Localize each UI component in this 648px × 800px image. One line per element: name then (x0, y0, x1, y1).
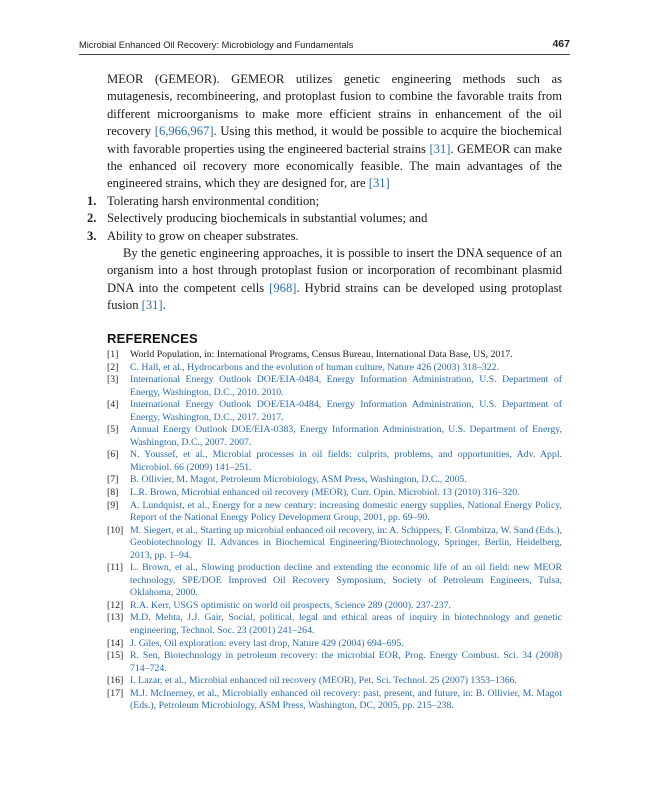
reference-link[interactable]: M.J. McInerney, et al., Microbially enhanced oil recovery: past, present, and future, in: B. Ollivier, M. Magot (Eds.), Petroleum Microbiology, ASM Press, Washington, DC, 2005, pp. 215–238. (130, 687, 562, 712)
reference-number: [4] (107, 399, 119, 411)
reference-number: [16] (107, 675, 124, 687)
reference-link[interactable]: M. Siegert, et al., Starting up microbial enhanced oil recovery, in: A. Schippers, F. Glombitza, W. Sand (Eds.), Geobiotechnology II. Advances in Biochemical Engineering/Biotechnology, Springer, Berlin, Heidelberg, 2013, pp. 1–94. (130, 524, 562, 561)
reference-link[interactable]: M.D. Mehta, J.J. Gair, Social, political, legal and ethical areas of inquiry in biotechnology and genetic engineering, Technol. Soc. 23 (2001) 241–264. (130, 612, 562, 637)
list-text: Selectively producing biochemicals in substantial volumes; and (107, 211, 428, 226)
reference-link[interactable]: R. Sen, Biotechnology in petroleum recovery: the microbial EOR, Prog. Energy Combust. Sci. 34 (2008) 714–724. (130, 650, 562, 674)
reference-item (107, 349, 562, 362)
reference-number: [12] (107, 599, 124, 611)
reference-item (107, 500, 562, 525)
list-number: 1. (87, 193, 97, 208)
reference-item (107, 675, 562, 688)
list-item (87, 193, 562, 210)
citation-link[interactable]: [31] (368, 176, 390, 191)
citation-link[interactable]: [31] (141, 298, 163, 313)
advantages-list (87, 193, 562, 245)
reference-link[interactable]: B. Ollivier, M. Magot, Petroleum Microbiology, ASM Press, Washington, D.C., 2005. (130, 474, 467, 486)
reference-item (107, 688, 562, 713)
page-number: 467 (552, 38, 570, 50)
reference-number: [1] (107, 349, 119, 360)
reference-number: [11] (107, 562, 123, 574)
reference-link[interactable]: International Energy Outlook DOE/EIA-0484, Energy Information Administration, U.S. Department of Energy, Washington, D.C., 2010. 2010. (130, 374, 562, 398)
reference-item (107, 374, 562, 399)
list-text: Ability to grow on cheaper substrates. (107, 228, 299, 243)
running-title: Microbial Enhanced Oil Recovery: Microbiology and Fundamentals (79, 40, 354, 50)
reference-item (107, 487, 562, 500)
reference-item (107, 362, 562, 375)
references-list (107, 349, 562, 713)
citation-link[interactable]: [968] (269, 280, 297, 295)
reference-item (107, 399, 562, 424)
reference-item (107, 638, 562, 651)
reference-item (107, 650, 562, 675)
reference-number: [10] (107, 524, 124, 536)
reference-number: [8] (107, 487, 119, 499)
list-number: 2. (87, 211, 97, 226)
reference-link[interactable]: C. Hall, et al., Hydrocarbons and the evolution of human culture, Nature 426 (2003) 318–322. (130, 361, 499, 373)
reference-link[interactable]: R.A. Kerr, USGS optimistic on world oil prospects, Science 289 (2000). 237-237. (130, 599, 451, 611)
reference-item (107, 562, 562, 600)
reference-item (107, 449, 562, 474)
references-heading: REFERENCES (107, 331, 198, 346)
reference-number: [5] (107, 424, 119, 436)
reference-link[interactable]: Annual Energy Outlook DOE/EIA-0383, Energy Information Administration, U.S. Department of Energy, Washington, D.C., 2007. 2007. (130, 424, 562, 448)
running-header (79, 38, 570, 52)
list-item (87, 228, 562, 245)
reference-link[interactable]: International Energy Outlook DOE/EIA-0484, Energy Information Administration, U.S. Department of Energy, Washington, D.C., 2017. 2017. (130, 399, 562, 423)
reference-number: [7] (107, 474, 119, 486)
reference-number: [2] (107, 361, 119, 373)
reference-number: [17] (107, 687, 124, 699)
reference-link[interactable]: L.R. Brown, Microbial enhanced oil recovery (MEOR), Curr. Opin. Microbiol. 13 (2010) 316–320. (130, 487, 520, 499)
body-text (87, 71, 563, 315)
reference-item (107, 424, 562, 449)
reference-link[interactable]: I. Lazar, et al., Microbial enhanced oil recovery (MEOR), Pet. Sci. Technol. 25 (2007) 1353–1366. (130, 675, 517, 687)
citation-link[interactable]: [6,966,967] (154, 124, 214, 139)
reference-item (107, 600, 562, 613)
paragraph-genetic-engineering: By the genetic engineering approaches, it is possible to insert the DNA sequence of an organism into a host through protoplast fusion or incorporation of recombinant plasmid DNA into the competent cells [968]. Hybrid strains can be developed using protoplast fusion [31]. (107, 246, 562, 313)
reference-link[interactable]: J. Giles, Oil exploration: every last drop, Nature 429 (2004) 694–695. (130, 637, 404, 649)
list-item (87, 210, 562, 227)
header-rule (79, 54, 570, 55)
reference-number: [13] (107, 612, 124, 624)
reference-link[interactable]: L. Brown, et al., Slowing production decline and extending the economic life of an oil field: new MEOR technology, SPE/DOE Improved Oil Recovery Symposium, Society of Petroleum Engineers, Tulsa, Oklahoma, 2000. (130, 562, 562, 599)
paragraph-gemeor: MEOR (GEMEOR). GEMEOR utilizes genetic engineering methods such as mutagenesis, recombineering, and protoplast fusion to combine the favorable traits from different microorganisms to make more efficient strains in enhancement of the oil recovery [6,966,967]. Using this method, it would be possible to acquire the biochemical with favorable properties using the engineered bacterial strains [31]. GEMEOR can make the enhanced oil recovery more economically feasible. The main advantages of the engineered strains, which they are designed for, are [31] (107, 72, 563, 191)
list-text: Tolerating harsh environmental condition; (107, 193, 320, 208)
reference-item (107, 474, 562, 487)
reference-link[interactable]: N. Youssef, et al., Microbial processes in oil fields: culprits, problems, and opportunities, Adv. Appl. Microbiol. 66 (2009) 141–251. (130, 449, 562, 473)
reference-number: [9] (107, 499, 119, 511)
list-number: 3. (87, 228, 97, 243)
reference-number: [14] (107, 637, 124, 649)
reference-number: [3] (107, 374, 119, 386)
citation-link[interactable]: [31] (429, 141, 451, 156)
reference-number: [6] (107, 449, 119, 461)
reference-text: World Population, in: International Programs, Census Bureau, International Data Base, US, 2017. (130, 349, 513, 360)
reference-item (107, 612, 562, 637)
reference-link[interactable]: A. Lundquist, et al., Energy for a new century: increasing domestic energy supplies, National Energy Policy, Report of the National Energy Policy Development Group, 2001, pp. 69–90. (130, 499, 562, 524)
reference-number: [15] (107, 650, 124, 662)
reference-item (107, 525, 562, 563)
